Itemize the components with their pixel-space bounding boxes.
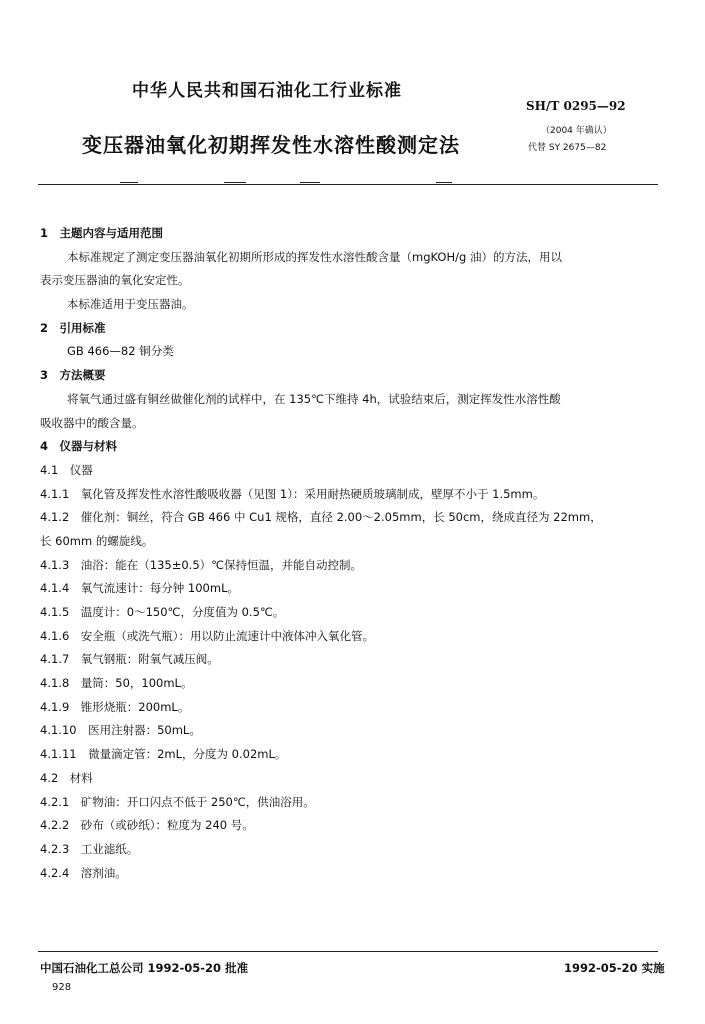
clause-item: 4.1.8 量筒：50，100mL。 [40,676,193,691]
paragraph-line: 长 60mm 的螺旋线。 [40,533,154,548]
paragraph-line: 本标准适用于变压器油。 [67,297,194,312]
standard-code: SH/T 0295—92 [526,99,626,113]
document-title: 变压器油氧化初期挥发性水溶性酸测定法 [82,133,460,157]
section-heading: 2 引用标准 [40,320,106,335]
section-heading: 1 主题内容与适用范围 [40,226,164,240]
header-divider [38,184,658,185]
clause-item: 4.1.11 微量滴定管：2mL，分度为 0.02mL。 [40,747,287,762]
clause-item: 4.1.9 锥形烧瓶：200mL。 [40,699,190,714]
clause-item: 4.1.1 氧化管及挥发性水溶性酸吸收器（见图 1）：采用耐热硬质玻璃制成，壁厚不小于 1.5mm。 [40,486,545,501]
clause-item: 4.1.10 医用注射器：50mL。 [40,723,201,738]
clause-item: 4.1.6 安全瓶（或洗气瓶）：用以防止流速计中液体冲入氧化管。 [40,628,375,643]
clause-item: 4.2 材料 [40,770,93,785]
clause-item: 4.2.2 砂布（或砂纸）：粒度为 240 号。 [40,818,254,833]
clause-item: 4.1.5 温度计：0～150℃，分度值为 0.5℃。 [40,605,285,619]
footer-divider [38,951,658,952]
clause-item: 4.1.4 氧气流速计：每分钟 100mL。 [40,581,239,596]
replaces-note: 代替 SY 2675—82 [528,143,607,153]
clause-item: 4.1.3 油浴：能在（135±0.5）℃保持恒温，并能自动控制。 [40,557,363,572]
implementation-date: 1992-05-20 实施 [564,961,665,975]
paragraph-line: 吸收器中的酸含量。 [40,415,144,430]
issuing-organization: 中华人民共和国石油化工行业标准 [132,81,402,101]
confirmation-note: （2004 年确认） [541,126,612,136]
paragraph-line: 本标准规定了测定变压器油氧化初期所形成的挥发性水溶性酸含量（mgKOH/g 油）的方法，用以 [67,249,562,264]
paragraph-line: 表示变压器油的氧化安定性。 [40,273,190,288]
section-heading: 3 方法概要 [40,368,106,383]
document-body [40,222,660,885]
clause-item: 4.2.3 工业滤纸。 [40,841,139,856]
clause-item: 4.2.4 溶剂油。 [40,865,127,880]
clause-item: 4.2.1 矿物油：开口闪点不低于 250℃，供油浴用。 [40,794,315,809]
paragraph-line: 将氧气通过盛有铜丝做催化剂的试样中，在 135℃下维持 4h，试验结束后，测定挥发性水溶性酸 [67,391,561,406]
clause-item: 4.1.7 氧气钢瓶：附氧气减压阀。 [40,652,219,667]
section-heading: 4 仪器与材料 [40,439,118,454]
paragraph-line: GB 466—82 铜分类 [67,344,174,359]
clause-item: 4.1.2 催化剂：铜丝，符合 GB 466 中 Cu1 规格，直径 2.00～2.05mm，长 50cm，绕成直径为 22mm， [40,510,602,525]
clause-item: 4.1 仪器 [40,462,93,477]
page-number: 928 [52,982,72,993]
approval-info: 中国石油化工总公司 1992-05-20 批准 [40,961,249,975]
